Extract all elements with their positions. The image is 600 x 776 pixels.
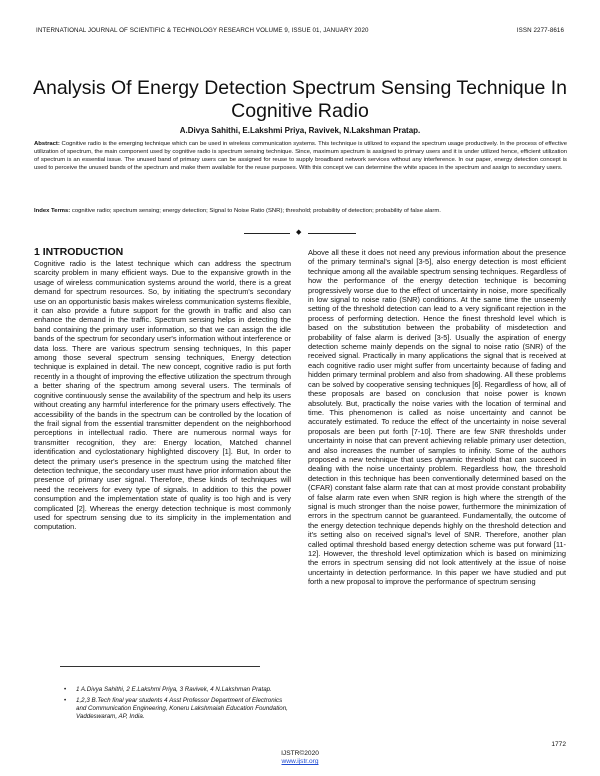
abstract-label: Abstract:	[34, 141, 60, 147]
footnote-item: • 1,2,3 B.Tech final year students 4 Asst Professor Department of Electronics and Communication Engineering, Koneru Lakshmaiah Education Foundation, Vaddeswaram, AP, India.	[62, 697, 294, 721]
abstract-text: Cognitive radio is the emerging technique which can be used in wireless communication systems. This technique is utilized to expand the spectrum usage productively. In the process of effective utilization of spectrum, the main component used by cognitive radio is spectrum sensing technique. Since, maximum spectrum is assigned to primary users and it is under utilized hence, efficient utilization of spectrum is an essential issue. The unused band of primary users can be assigned for reuse to supply broadband network services without any interference. In our paper, energy detection concept is used to perceive the unused bands of the spectrum and make them available for the reuse purposes. With this concept we can determine the white spaces in the spectrum and assign to secondary users.	[34, 141, 567, 171]
diamond-icon: ◆	[296, 229, 302, 236]
index-terms-label: Index Terms:	[34, 208, 71, 214]
footnotes	[62, 686, 294, 724]
copyright-code: IJSTR©2020	[281, 750, 319, 757]
index-terms	[34, 208, 567, 216]
paper-title: Analysis Of Energy Detection Spectrum Sensing Technique In Cognitive Radio	[32, 77, 567, 123]
issn: ISSN 2277-8616	[516, 27, 564, 34]
section-separator	[244, 228, 356, 238]
author-list: A.Divya Sahithi, E.Lakshmi Priya, Ravivek, N.Lakshman Pratap.	[179, 126, 421, 135]
right-column	[308, 248, 566, 587]
footnote-rule	[60, 666, 260, 667]
left-column	[34, 246, 291, 532]
abstract	[34, 141, 567, 173]
page-footer	[0, 750, 600, 766]
website-link[interactable]: www.ijstr.org	[281, 758, 319, 765]
intro-paragraph-right: Above all these it does not need any previous information about the presence of the primary terminal's signal [3-5], also energy detection is most efficient technique among all the available spectrum sensing techniques. Regardless of how the performance of the energy detection technique is becoming progressively worse due to the effect of uncertainty in noise, more specifically in low signal to noise ratio (SNR) conditions. At the same time the unseemly setting of the threshold detection can lead to a very significant rejection in the process of performing detection. Hence the finest threshold level which is based on the substitution between the probability of misdetection and probability of false alarm is derived [3-5]. Usually the aspiration of energy detection scheme mainly depends on the signal to noise ratio (SNR) of the received signal. Practically in many applications the signal that is received at each cognitive radio user might suffer from uncertainty because of fading and hidden primary terminal problem and also from shadowing. All these problems can be solved by cooperative sensing techniques [6]. Regardless of how, all of these proposals are based on conclusion that noise power is known absolutely. But, practically the noise varies with the location of terminal and time. This phenomenon is called as noise uncertainty and cannot be accurately estimated. To reduce the effect of the uncertainty in noise several proposals are been put forth [7-10]. There are few SNR thresholds under uncertainty in noise that can prevent achieving reliable primary user detection, and also increases the number of samples to infinity. Some of the authors proposed a new technique that uses dynamic threshold that can succeed in dealing with the noise uncertainty problem. Regardless how, the threshold detection in this technique has been conventionally determined based on the (CFAR) constant false alarm rate that can at most provide constant probability of false alarm rate even when SNR region is high where the strength of the signal is much stronger than the noise power, furthermore the minimization of errors in the spectrum cannot be guaranteed. Fundamentally, the outcome of the energy detection technique depends highly on the threshold detection and it's setting also on received signal's level of SNR. Therefore, another plan called optimal threshold based energy detection scheme was put forward [11-12]. However, the threshold level optimization which is based on minimizing the errors in spectrum sensing did not look attentively at the issue of noise uncertainty in detection performance. In this paper we have studied and put forth a new proposal to improve the performance of spectrum sensing	[308, 248, 566, 587]
intro-paragraph-left: Cognitive radio is the latest technique which can address the spectrum scarcity problem in many efficient ways. Due to the expansive growth in the usage of wireless communication systems around the world, there is a great demand for spectrum resources. So, by initiating the spectrum's secondary use on an opportunistic basis makes wireless communication systems flexible, it can also provide a future support for the growth in traffic and also can enhance the demand in the traffic. Spectrum sensing helps in detecting the band containing the primary user information, so that we can assign the idle bands of the spectrum for secondary user's information without interference or data loss. There are various spectrum sensing techniques, In this paper among those several spectrum sensing techniques, Energy detection technique is explained in detail. The new concept, cognitive radio is put forth recently in a thought of improving the effective utilization the spectrum through a better sharing of the spectrum among several users. The terminals of cognitive continuously sense the availability of the spectrum and help its users without creating any harmful interference for the primary users effectively. The accessibility of the bands in the spectrum can be controlled by the location of the frail signal from the essential transmitter dependent on the neighborhood perceptions in intellectual radio. There are numerous normal ways for transmitter recognition, they are: Energy location, Matched channel identification and cyclostationary highlighted discovery [1]. But, In order to detect the primary user's presence in the spectrum using the matched filter detection technique, the secondary user must have prior information about the presence of primary user signal. Therefore, these kinds of techniques will need the receivers for every type of signals. In addition to this the power consumption and the implementation state of quality is too high and is very complicated [2]. Whereas the energy detection technique is most commonly used for spectrum sensing due to its simplicity in the implementation and computation.	[34, 259, 291, 532]
footnote-item: • 1 A.Divya Sahithi, 2 E.Lakshmi Priya, 3 Ravivek, 4 N.Lakshman Pratap.	[62, 686, 294, 694]
journal-name: INTERNATIONAL JOURNAL OF SCIENTIFIC & TECHNOLOGY RESEARCH VOLUME 9, ISSUE 01, JANUARY 2020	[36, 27, 369, 34]
section-heading: 1 INTRODUCTION	[34, 246, 124, 258]
separator-line-right	[308, 233, 356, 234]
index-terms-text: cognitive radio; spectrum sensing; energy detection; Signal to Noise Ratio (SNR); threshold; probability of detection; probability of false alarm.	[70, 208, 441, 214]
page-number: 1772	[551, 741, 566, 748]
separator-line-left	[244, 233, 290, 234]
